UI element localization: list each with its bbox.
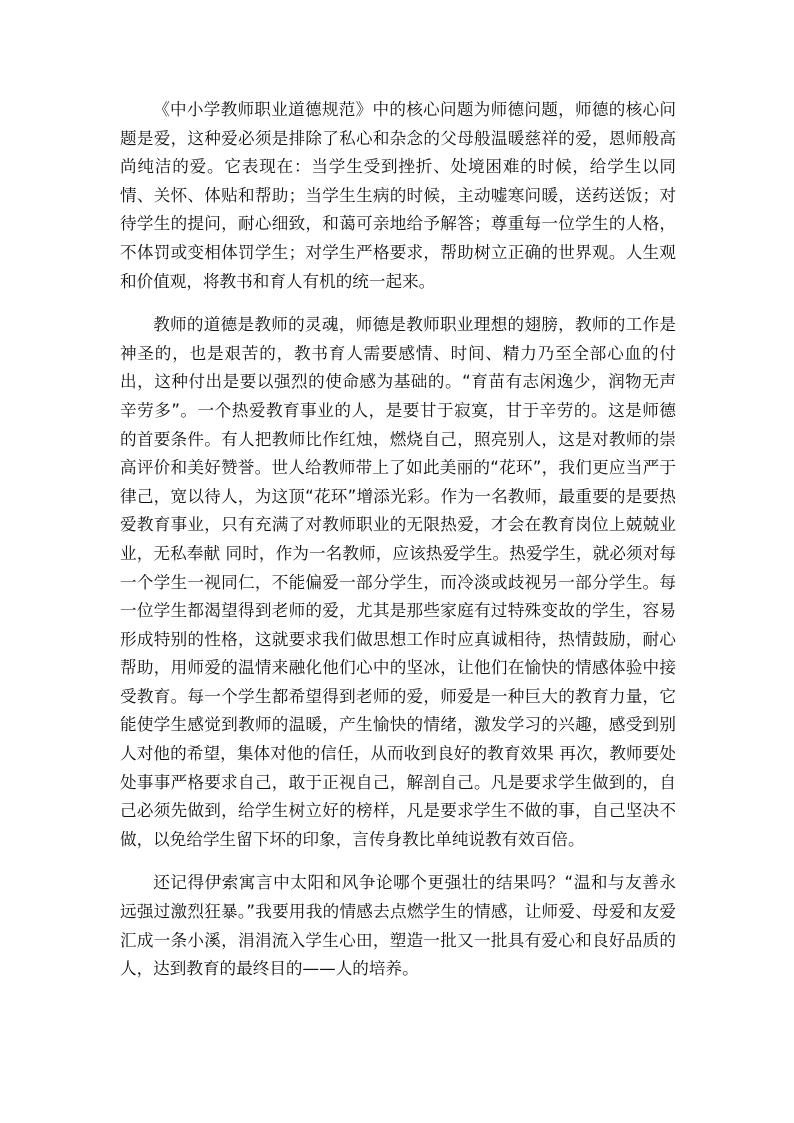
paragraph-teacher-ethics-core: 《中小学教师职业道德规范》中的核心问题为师德问题，师德的核心问题是爱，这种爱必须是排除了私心和杂念的父母般温暖慈祥的爱，恩师般高尚纯洁的爱。它表现在：当学生受到挫折、处境困难的时候，给学生以同情、关怀、体贴和帮助；当学生生病的时候，主动嘘寒问暖，送药送饭；对待学生的提问，耐心细致，和蔼可亲地给予解答；尊重每一位学生的人格，不体罚或变相体罚学生；对学生严格要求，帮助树立正确的世界观。人生观和价值观，将教书和育人有机的统一起来。 <box>120 100 676 291</box>
paragraph-teacher-morality: 教师的道德是教师的灵魂，师德是教师职业理想的翅膀，教师的工作是神圣的，也是艰苦的，教书育人需要感情、时间、精力乃至全部心血的付出，这种付出是要以强烈的使命感为基础的。“育苗有志闲逸少，润物无声辛劳多”。一个热爱教育事业的人，是要甘于寂寞，甘于辛劳的。这是师德的首要条件。有人把教师比作红烛，燃烧自己，照亮别人，这是对教师的崇高评价和美好赞誉。世人给教师带上了如此美丽的“花环”，我们更应当严于律己，宽以待人，为这顶“花环”增添光彩。作为一名教师，最重要的是要热爱教育事业，只有充满了对教师职业的无限热爱，才会在教育岗位上兢兢业业，无私奉献 同时，作为一名教师，应该热爱学生。热爱学生，就必须对每一个学生一视同仁，不能偏爱一部分学生，而冷淡或歧视另一部分学生。每一位学生都渴望得到老师的爱，尤其是那些家庭有过特殊变故的学生，容易形成特别的性格，这就要求我们做思想工作时应真诚相待，热情鼓励，耐心帮助，用师爱的温情来融化他们心中的坚冰，让他们在愉快的情感体验中接受教育。每一个学生都希望得到老师的爱，师爱是一种巨大的教育力量，它能使学生感觉到教师的温暖，产生愉快的情绪，激发学习的兴趣，感受到别人对他的希望，集体对他的信任，从而收到良好的教育效果 再次，教师要处处事事严格要求自己，敢于正视自己，解剖自己。凡是要求学生做到的，自己必须先做到，给学生树立好的榜样，凡是要求学生不做的事，自己坚决不做，以免给学生留下坏的印象，言传身教比单纯说教有效百倍。 <box>120 315 676 849</box>
document-body <box>120 96 676 999</box>
paragraph-aesop-fable: 还记得伊索寓言中太阳和风争论哪个更强壮的结果吗？“温和与友善永远强过激烈狂暴。”我要用我的情感去点燃学生的情感，让师爱、母爱和友爱汇成一条小溪，涓涓流入学生心田，塑造一批又一批具有爱心和良好品质的人，达到教育的最终目的——人的培养。 <box>120 873 676 979</box>
